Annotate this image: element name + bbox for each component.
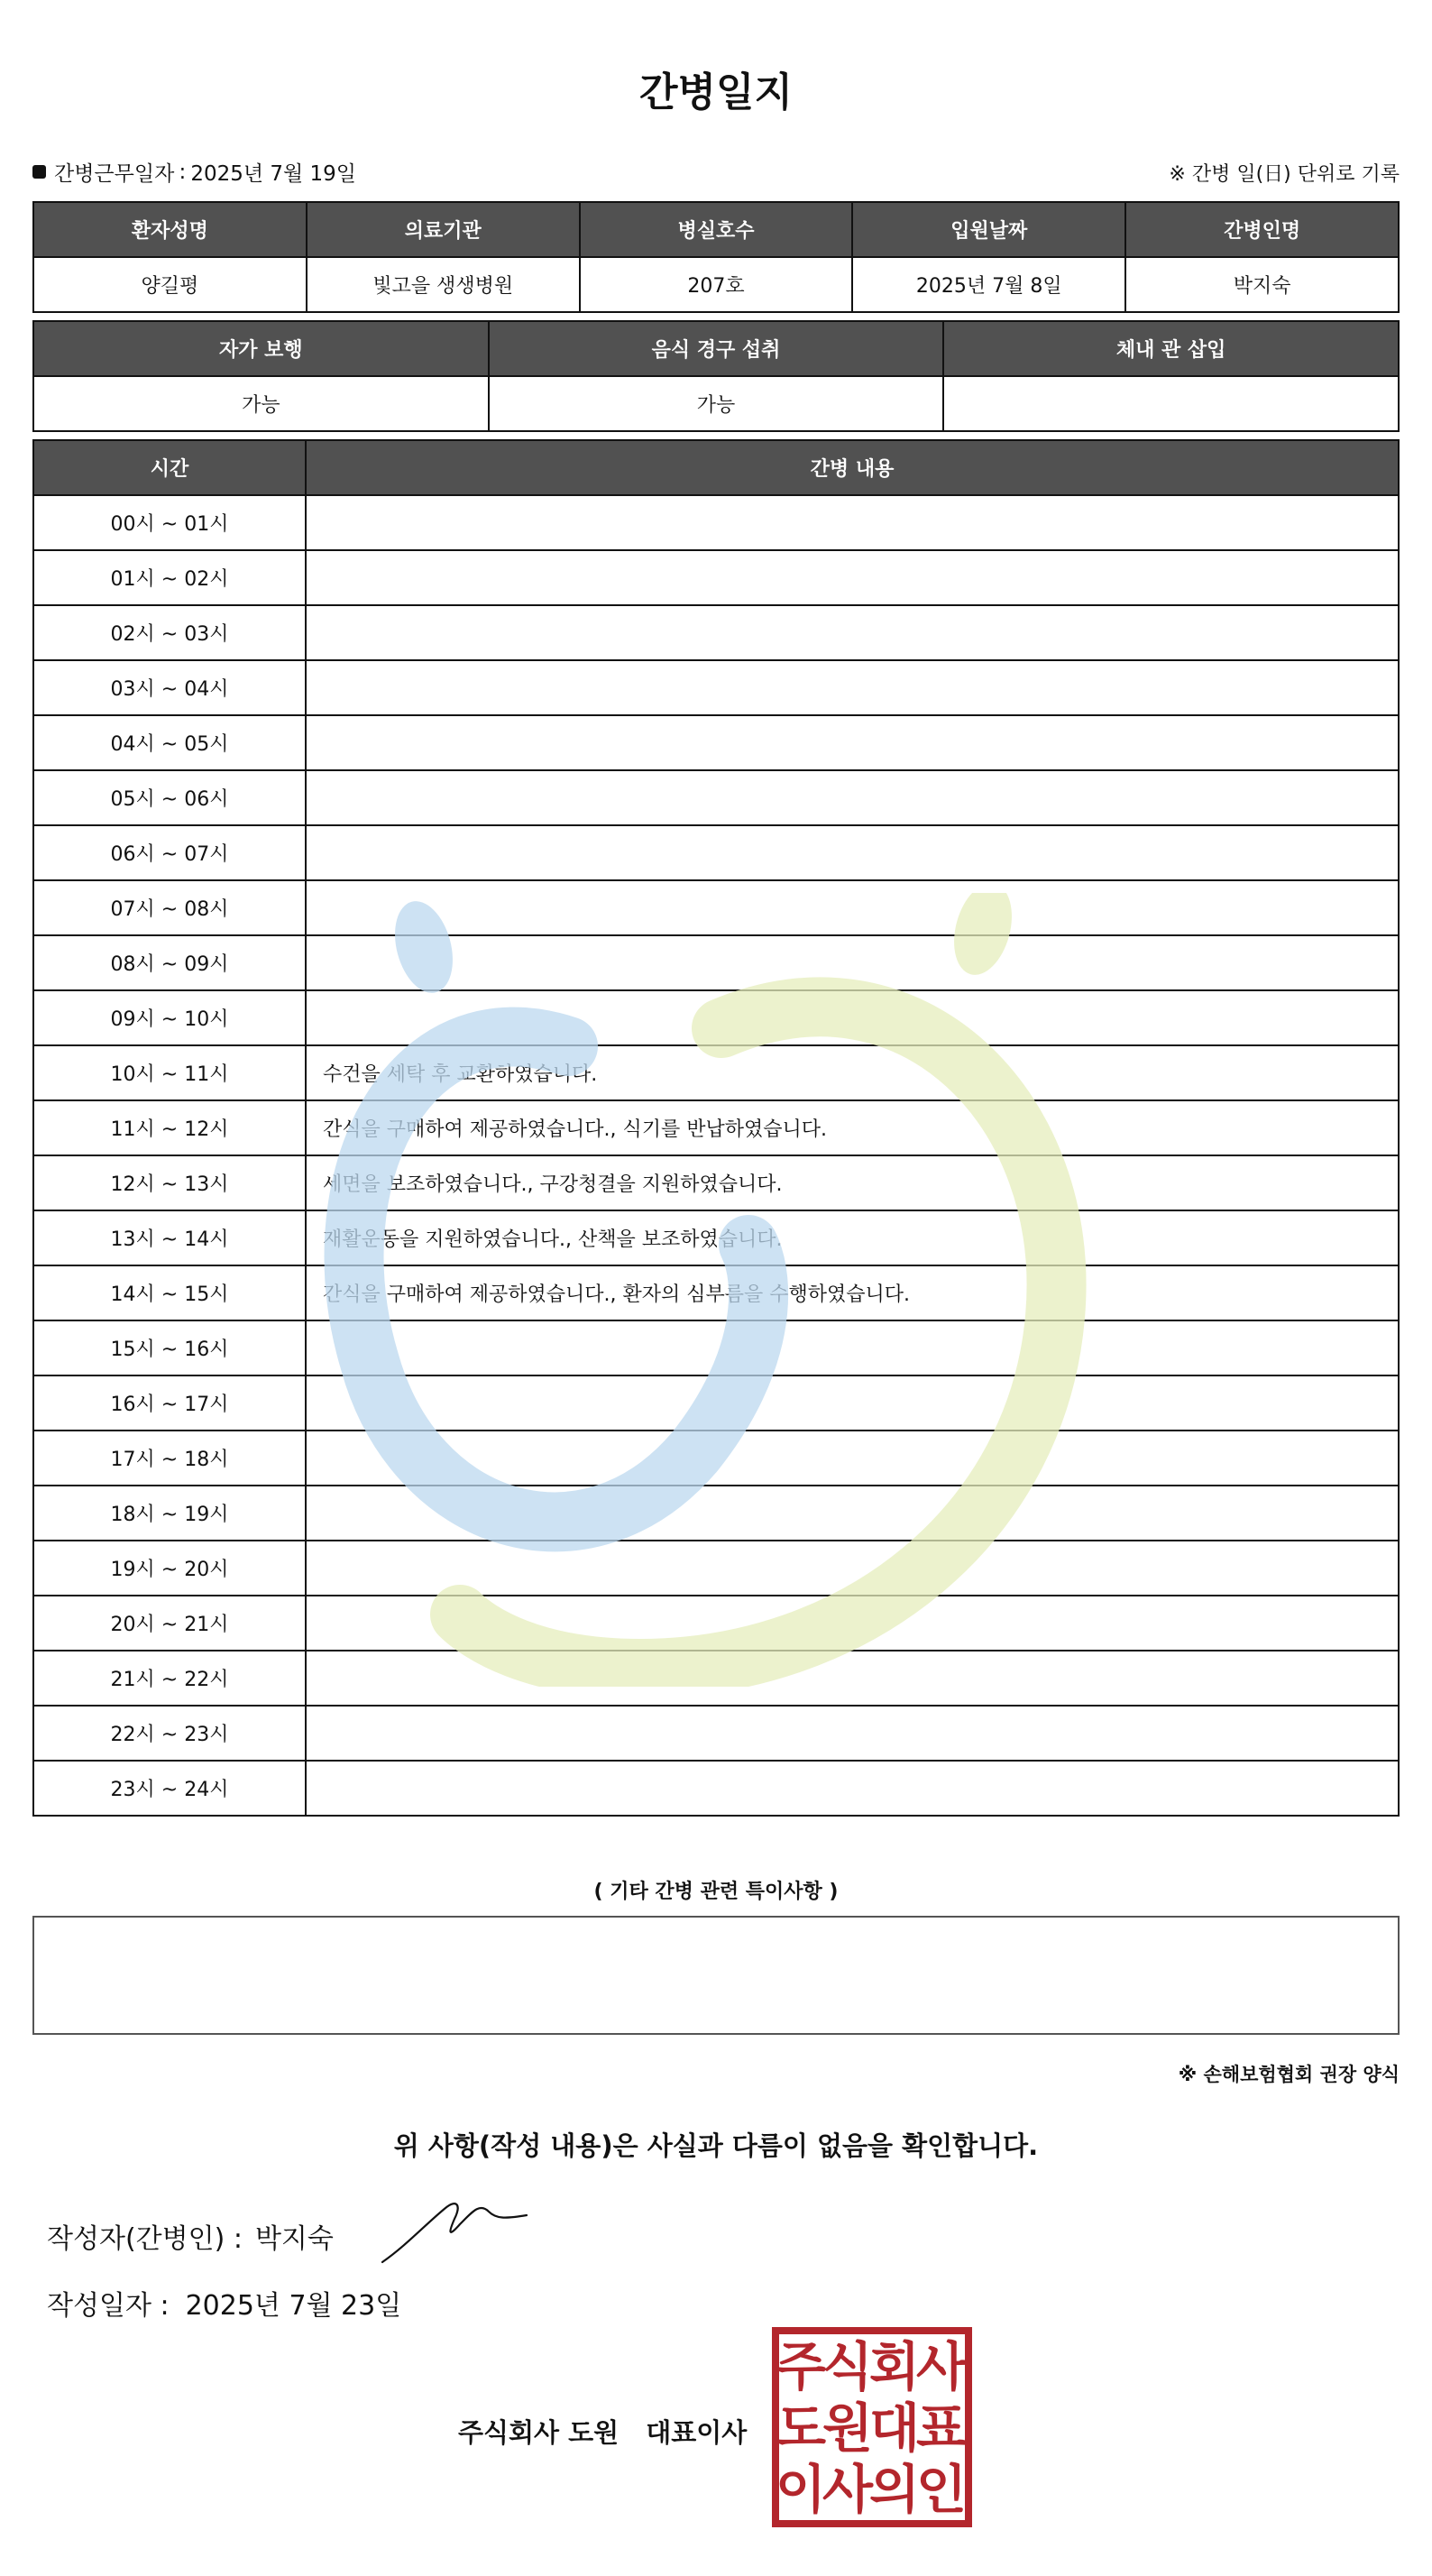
company-name: 주식회사 도원: [458, 2417, 620, 2448]
signature-icon: [379, 2192, 532, 2268]
seal-char: 도: [775, 2397, 827, 2459]
work-date-label: 간병근무일자: [54, 162, 175, 186]
table-row: [33, 1651, 1399, 1706]
etc-title: ( 기타 간병 관련 특이사항 ): [593, 1881, 839, 1903]
table-row: [33, 1210, 1399, 1265]
admission-date-header: 입원날짜: [852, 202, 1125, 257]
seal-char: 회: [868, 2336, 921, 2397]
patient-name-header: 환자성명: [33, 202, 307, 257]
table-row: [33, 1100, 1399, 1155]
caregiver-value: 박지숙: [1125, 257, 1399, 312]
tube-insertion-header: 체내 관 삽입: [943, 321, 1399, 376]
self-walking-value: 가능: [33, 376, 489, 431]
seal-char: 표: [915, 2397, 968, 2459]
care-log-table: [32, 439, 1400, 1817]
content-cell: 간식을 구매하여 제공하였습니다., 식기를 반납하였습니다.: [306, 1100, 1399, 1155]
content-cell: [306, 1431, 1399, 1486]
work-date-separator: :: [179, 160, 187, 184]
written-date-label: 작성일자 :: [47, 2290, 170, 2322]
seal-char: 사: [915, 2336, 968, 2397]
seal-char: 식: [822, 2336, 874, 2397]
recommend-note: ※ 손해보험협회 권장 양식: [1178, 2064, 1400, 2085]
table-row: [33, 1045, 1399, 1100]
time-cell: 23시 ~ 24시: [33, 1761, 306, 1816]
time-cell: 22시 ~ 23시: [33, 1706, 306, 1761]
time-cell: 00시 ~ 01시: [33, 495, 306, 550]
time-cell: 08시 ~ 09시: [33, 935, 306, 990]
table-row: [33, 770, 1399, 825]
content-cell: [306, 660, 1399, 715]
table-row: [33, 495, 1399, 550]
seal-char: 의: [868, 2459, 921, 2520]
seal-char: 사: [822, 2459, 874, 2520]
table-row: [33, 1431, 1399, 1486]
time-cell: 03시 ~ 04시: [33, 660, 306, 715]
time-header: 시간: [33, 440, 306, 495]
caregiver-header: 간병인명: [1125, 202, 1399, 257]
time-cell: 07시 ~ 08시: [33, 880, 306, 935]
time-cell: 16시 ~ 17시: [33, 1375, 306, 1431]
content-cell: [306, 1761, 1399, 1816]
written-date-value: 2025년 7월 23일: [185, 2290, 402, 2322]
content-cell: [306, 1320, 1399, 1375]
time-cell: 20시 ~ 21시: [33, 1596, 306, 1651]
content-cell: 간식을 구매하여 제공하였습니다., 환자의 심부름을 수행하였습니다.: [306, 1265, 1399, 1320]
seal-char: 주: [775, 2336, 827, 2397]
content-cell: [306, 1541, 1399, 1596]
time-cell: 06시 ~ 07시: [33, 825, 306, 880]
content-cell: [306, 715, 1399, 770]
table-row: [33, 550, 1399, 605]
hospital-value: 빛고을 생생병원: [307, 257, 580, 312]
seal-char: 원: [822, 2397, 874, 2459]
table-row: [33, 1596, 1399, 1651]
seal-char: 이: [775, 2459, 827, 2520]
room-header: 병실호수: [580, 202, 853, 257]
table-row: [33, 715, 1399, 770]
writer-row: [47, 2216, 334, 2256]
etc-notes-box: [32, 1916, 1400, 2035]
work-date-value: 2025년 7월 19일: [190, 162, 357, 186]
time-cell: 10시 ~ 11시: [33, 1045, 306, 1100]
tube-insertion-value: [943, 376, 1399, 431]
table-row: [33, 1486, 1399, 1541]
seal-char: 대: [868, 2397, 921, 2459]
hospital-header: 의료기관: [307, 202, 580, 257]
content-cell: [306, 990, 1399, 1045]
content-cell: 세면을 보조하였습니다., 구강청결을 지원하였습니다.: [306, 1155, 1399, 1210]
time-cell: 11시 ~ 12시: [33, 1100, 306, 1155]
time-cell: 21시 ~ 22시: [33, 1651, 306, 1706]
content-cell: 수건을 세탁 후 교환하였습니다.: [306, 1045, 1399, 1100]
unit-note: ※ 간병 일(日) 단위로 기록: [1169, 163, 1400, 186]
time-cell: 09시 ~ 10시: [33, 990, 306, 1045]
time-cell: 13시 ~ 14시: [33, 1210, 306, 1265]
content-cell: [306, 605, 1399, 660]
content-cell: [306, 825, 1399, 880]
content-cell: [306, 1375, 1399, 1431]
table-row: [33, 1155, 1399, 1210]
table-row: [33, 1541, 1399, 1596]
company-row: [458, 2413, 747, 2450]
content-header: 간병 내용: [306, 440, 1399, 495]
table-row: [33, 1320, 1399, 1375]
time-cell: 17시 ~ 18시: [33, 1431, 306, 1486]
bullet-square-icon: [32, 165, 46, 179]
oral-intake-value: 가능: [489, 376, 944, 431]
content-cell: [306, 770, 1399, 825]
content-cell: 재활운동을 지원하였습니다., 산책을 보조하였습니다.: [306, 1210, 1399, 1265]
content-cell: [306, 880, 1399, 935]
time-cell: 04시 ~ 05시: [33, 715, 306, 770]
company-seal-icon: [772, 2327, 972, 2527]
table-row: [33, 605, 1399, 660]
oral-intake-header: 음식 경구 섭취: [489, 321, 944, 376]
time-cell: 05시 ~ 06시: [33, 770, 306, 825]
table-row: [33, 825, 1399, 880]
confirm-statement: 위 사항(작성 내용)은 사실과 다름이 없음을 확인합니다.: [393, 2130, 1039, 2161]
time-cell: 01시 ~ 02시: [33, 550, 306, 605]
work-date-row: [32, 157, 356, 187]
company-ceo-title: 대표이사: [646, 2417, 748, 2448]
time-cell: 12시 ~ 13시: [33, 1155, 306, 1210]
content-cell: [306, 550, 1399, 605]
content-cell: [306, 1596, 1399, 1651]
admission-date-value: 2025년 7월 8일: [852, 257, 1125, 312]
care-log-body: [33, 495, 1399, 1816]
content-cell: [306, 1651, 1399, 1706]
time-cell: 18시 ~ 19시: [33, 1486, 306, 1541]
patient-name-value: 양길평: [33, 257, 307, 312]
content-cell: [306, 1706, 1399, 1761]
content-cell: [306, 495, 1399, 550]
writer-label: 작성자(간병인) :: [47, 2223, 243, 2255]
content-cell: [306, 935, 1399, 990]
table-row: [33, 660, 1399, 715]
time-cell: 19시 ~ 20시: [33, 1541, 306, 1596]
patient-status-table: [32, 320, 1400, 432]
table-row: [33, 1375, 1399, 1431]
table-row: [33, 935, 1399, 990]
table-row: [33, 1761, 1399, 1816]
content-cell: [306, 1486, 1399, 1541]
table-row: [33, 880, 1399, 935]
time-cell: 02시 ~ 03시: [33, 605, 306, 660]
seal-char: 인: [915, 2459, 968, 2520]
patient-info-table: [32, 201, 1400, 313]
room-value: 207호: [580, 257, 853, 312]
self-walking-header: 자가 보행: [33, 321, 489, 376]
table-row: [33, 990, 1399, 1045]
writer-value: 박지숙: [254, 2223, 334, 2255]
table-row: [33, 1706, 1399, 1761]
time-cell: 15시 ~ 16시: [33, 1320, 306, 1375]
written-date-row: [47, 2283, 401, 2323]
page-title: 간병일지: [638, 69, 793, 115]
time-cell: 14시 ~ 15시: [33, 1265, 306, 1320]
table-row: [33, 1265, 1399, 1320]
